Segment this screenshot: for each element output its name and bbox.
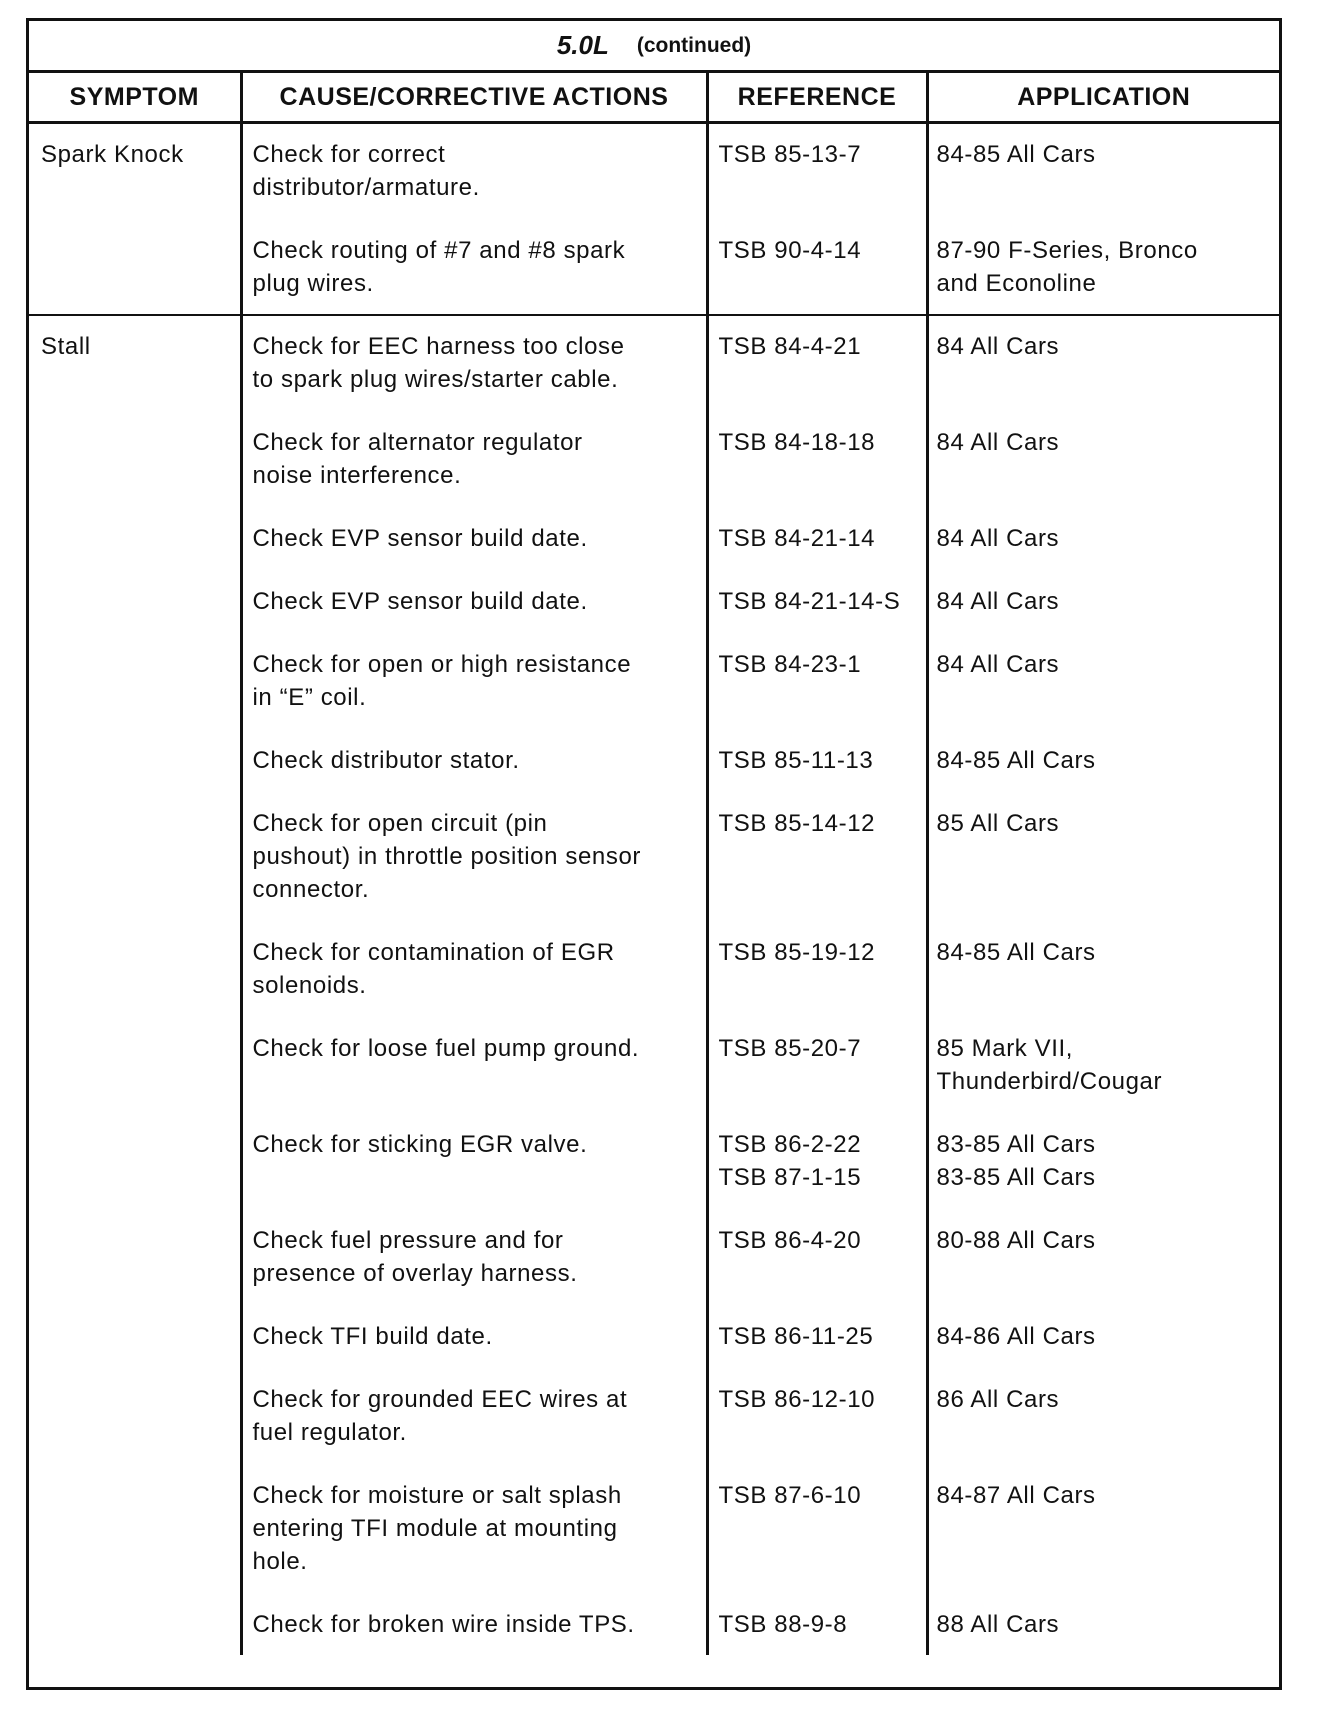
- tsb-table: [29, 73, 1279, 1655]
- table-row: [29, 801, 1279, 930]
- table-row: [29, 1218, 1279, 1314]
- cause-cell: Check for open circuit (pin pushout) in throttle position sensor connector.: [241, 801, 707, 930]
- cause-cell: Check for alternator regulator noise interference.: [241, 420, 707, 516]
- symptom-cell: Spark Knock: [41, 141, 184, 168]
- application-cell: 84 All Cars: [927, 315, 1279, 420]
- table-row: [29, 123, 1279, 229]
- table-row: [29, 1602, 1279, 1655]
- application-cell: 86 All Cars: [927, 1377, 1279, 1473]
- application-cell: 84 All Cars: [927, 642, 1279, 738]
- symptom-cell: [29, 1377, 241, 1473]
- reference-cell: TSB 84-21-14: [707, 516, 927, 579]
- table-row: [29, 1314, 1279, 1377]
- application-cell: 88 All Cars: [927, 1602, 1279, 1655]
- application-cell: 84 All Cars: [927, 579, 1279, 642]
- application-cell: 80-88 All Cars: [927, 1218, 1279, 1314]
- table-row: [29, 1377, 1279, 1473]
- table-row: [29, 1122, 1279, 1218]
- symptom-cell: [29, 579, 241, 642]
- table-row: [29, 642, 1279, 738]
- symptom-cell: [29, 738, 241, 801]
- header-symptom: SYMPTOM: [29, 73, 241, 123]
- symptom-cell: [29, 1218, 241, 1314]
- application-cell: 84-85 All Cars: [927, 930, 1279, 1026]
- header-cause: CAUSE/CORRECTIVE ACTIONS: [241, 73, 707, 123]
- table-row: [29, 420, 1279, 516]
- cause-cell: Check EVP sensor build date.: [241, 516, 707, 579]
- table-body: [29, 123, 1279, 1656]
- cause-cell: Check for loose fuel pump ground.: [241, 1026, 707, 1122]
- continued-label: (continued): [636, 33, 752, 57]
- application-cell: 84 All Cars: [927, 516, 1279, 579]
- cause-cell: Check for sticking EGR valve.: [241, 1122, 707, 1218]
- header-application: APPLICATION: [927, 73, 1279, 123]
- cause-cell: Check for correct distributor/armature.: [241, 123, 707, 229]
- cause-cell: Check for grounded EEC wires at fuel regulator.: [241, 1377, 707, 1473]
- application-cell: 84-87 All Cars: [927, 1473, 1279, 1602]
- reference-cell: TSB 85-14-12: [707, 801, 927, 930]
- application-cell: 85 Mark VII, Thunderbird/Cougar: [927, 1026, 1279, 1122]
- table-row: [29, 1026, 1279, 1122]
- application-cell: 84-85 All Cars: [927, 738, 1279, 801]
- application-cell: 84-85 All Cars: [927, 123, 1279, 229]
- application-cell: 84 All Cars: [927, 420, 1279, 516]
- cause-cell: Check routing of #7 and #8 spark plug wires.: [241, 228, 707, 315]
- application-cell: 85 All Cars: [927, 801, 1279, 930]
- cause-cell: Check EVP sensor build date.: [241, 579, 707, 642]
- reference-cell: TSB 84-21-14-S: [707, 579, 927, 642]
- document-page: [26, 18, 1282, 1690]
- cause-cell: Check for open or high resistance in “E” coil.: [241, 642, 707, 738]
- cause-cell: Check for EEC harness too close to spark plug wires/starter cable.: [241, 315, 707, 420]
- cause-cell: Check distributor stator.: [241, 738, 707, 801]
- table-title: [29, 21, 1279, 73]
- symptom-cell: Stall: [41, 333, 91, 360]
- symptom-cell: [29, 1602, 241, 1655]
- cause-cell: Check TFI build date.: [241, 1314, 707, 1377]
- reference-cell: TSB 90-4-14: [707, 228, 927, 315]
- reference-cell: TSB 87-6-10: [707, 1473, 927, 1602]
- reference-cell: TSB 86-2-22 TSB 87-1-15: [707, 1122, 927, 1218]
- reference-cell: TSB 84-4-21: [707, 315, 927, 420]
- table-row: [29, 738, 1279, 801]
- table-row: [29, 315, 1279, 420]
- reference-cell: TSB 85-13-7: [707, 123, 927, 229]
- header-reference: REFERENCE: [707, 73, 927, 123]
- reference-cell: TSB 85-11-13: [707, 738, 927, 801]
- table-row: [29, 930, 1279, 1026]
- symptom-cell: [29, 1026, 241, 1122]
- application-cell: 84-86 All Cars: [927, 1314, 1279, 1377]
- symptom-cell: [29, 930, 241, 1026]
- symptom-cell: [29, 516, 241, 579]
- symptom-cell: [29, 801, 241, 930]
- symptom-cell: [29, 1314, 241, 1377]
- reference-cell: TSB 86-11-25: [707, 1314, 927, 1377]
- table-row: [29, 579, 1279, 642]
- reference-cell: TSB 86-4-20: [707, 1218, 927, 1314]
- symptom-cell: [29, 228, 241, 315]
- reference-cell: TSB 85-20-7: [707, 1026, 927, 1122]
- header-row: [29, 73, 1279, 123]
- table-row: [29, 1473, 1279, 1602]
- cause-cell: Check for moisture or salt splash entering TFI module at mounting hole.: [241, 1473, 707, 1602]
- cause-cell: Check for broken wire inside TPS.: [241, 1602, 707, 1655]
- symptom-cell: [29, 420, 241, 516]
- reference-cell: TSB 86-12-10: [707, 1377, 927, 1473]
- reference-cell: TSB 84-23-1: [707, 642, 927, 738]
- cause-cell: Check for contamination of EGR solenoids.: [241, 930, 707, 1026]
- reference-cell: TSB 84-18-18: [707, 420, 927, 516]
- table-row: [29, 228, 1279, 315]
- table-row: [29, 516, 1279, 579]
- cause-cell: Check fuel pressure and for presence of overlay harness.: [241, 1218, 707, 1314]
- symptom-cell: [29, 1473, 241, 1602]
- application-cell: 87-90 F-Series, Bronco and Econoline: [927, 228, 1279, 315]
- symptom-cell: [29, 1122, 241, 1218]
- reference-cell: TSB 85-19-12: [707, 930, 927, 1026]
- application-cell: 83-85 All Cars 83-85 All Cars: [927, 1122, 1279, 1218]
- symptom-cell: [29, 642, 241, 738]
- engine-title: 5.0L: [556, 30, 609, 60]
- reference-cell: TSB 88-9-8: [707, 1602, 927, 1655]
